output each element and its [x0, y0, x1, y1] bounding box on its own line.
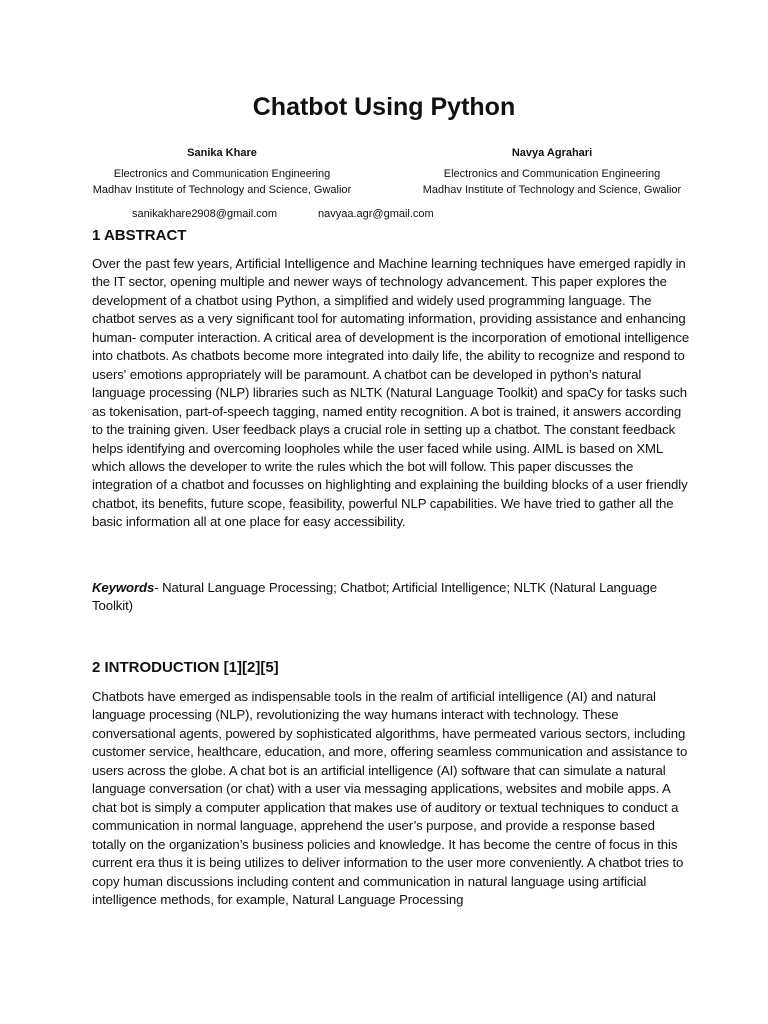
keywords	[92, 579, 690, 616]
author-email: navyaa.agr@gmail.com	[318, 208, 434, 220]
author-block-1	[52, 145, 392, 198]
introduction-heading: 2 INTRODUCTION [1][2][5]	[92, 659, 279, 676]
author-block-2	[382, 145, 722, 198]
author-name: Sanika Khare	[187, 147, 257, 159]
keywords-text: - Natural Language Processing; Chatbot; Artificial Intelligence; NLTK (Natural Language Toolkit)	[92, 580, 657, 614]
paper-title: Chatbot Using Python	[252, 93, 516, 121]
abstract-heading: 1 ABSTRACT	[92, 227, 187, 244]
author-email: sanikakhare2908@gmail.com	[132, 208, 278, 220]
keywords-label: Keywords	[92, 580, 155, 595]
author-institution: Madhav Institute of Technology and Science, Gwalior	[92, 184, 352, 196]
introduction-text: Chatbots have emerged as indispensable tools in the realm of artificial intelligence (AI) and natural language processing (NLP), revolutionizing the way humans interact with technology. These conversational agents, powered by sophisticated algorithms, have permeated various sectors, including customer service, healthcare, education, and more, offering seamless communication and assistance to users across the globe. A chat bot is an artificial intelligence (AI) software that can simulate a natural language conversation (or chat) with a user via messaging applications, websites and mobile apps. A chat bot is simply a computer application that makes use of auditory or textual techniques to conduct a communication in normal language, apprehend the user’s purpose, and provide a response based totally on the organization’s business policies and knowledge. It has become the centre of focus in this current era thus it is being utilizes to deliver information to the user more conveniently. A chatbot tries to copy human discussions including content and communication in natural language using artificial intelligence methods, for example, Natural Language Processing	[92, 689, 688, 907]
author-name: Navya Agrahari	[511, 147, 593, 159]
author-department: Electronics and Communication Engineering	[113, 168, 331, 180]
author-department: Electronics and Communication Engineering	[443, 168, 661, 180]
abstract-text: Over the past few years, Artificial Intelligence and Machine learning techniques have emerged rapidly in the IT sector, opening multiple and newer ways of technology advancement. This paper explores the development of a chatbot using Python, a simplified and widely used programming language. The chatbot serves as a very significant tool for automating information, providing assistance and enhancing human- computer interaction. A critical area of development is the incorporation of emotional intelligence into chatbots. As chatbots become more integrated into daily life, the ability to recognize and respond to users' emotions appropriately will be paramount. A chatbot can be developed in python’s natural language processing (NLP) libraries such as NLTK (Natural Language Toolkit) and spaCy for tasks such as tokenisation, part-of-speech tagging, named entity recognition. A bot is trained, it answers according to the training given. User feedback plays a crucial role in setting up a chatbot. The constant feedback helps identifying and overcoming loopholes while the user faced while using. AIML is based on XML which allows the developer to write the rules which the bot will follow. This paper discusses the integration of a chatbot and focusses on highlighting and explaining the building blocks of a user friendly chatbot, its benefits, future scope, feasibility, powerful NLP capabilities. We have tried to gather all the basic information all at one place for easy accessibility.	[92, 256, 690, 530]
author-institution: Madhav Institute of Technology and Science, Gwalior	[422, 184, 682, 196]
